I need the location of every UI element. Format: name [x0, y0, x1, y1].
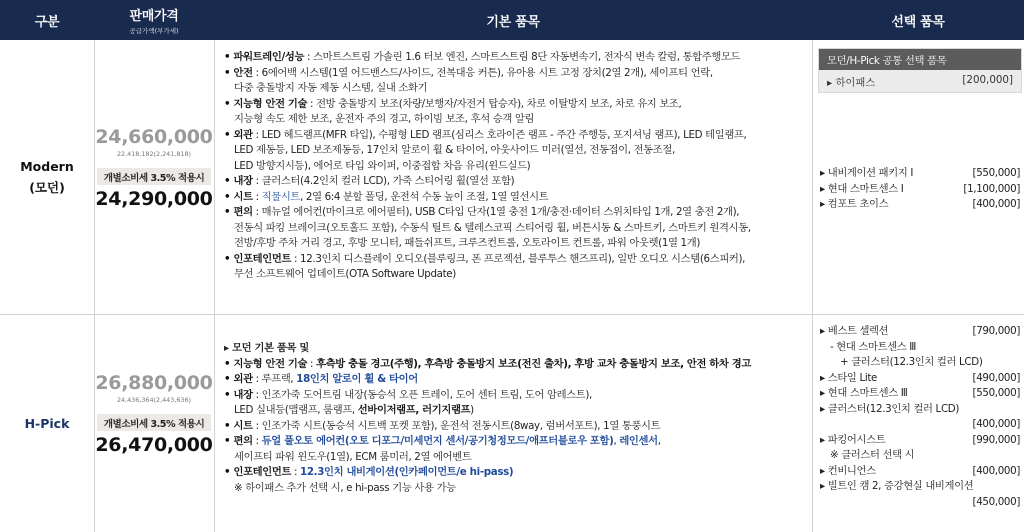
header-price-sub: 공급가액(부가세) — [129, 27, 179, 35]
price-hpick-tax: 26,470,000 — [95, 434, 213, 456]
item-text: : — [307, 357, 317, 370]
hpick-option-row — [820, 433, 1020, 449]
hpick-basic-line — [224, 357, 812, 373]
item-text: : 전방 충돌방지 보조(차량/보행자/자전거 탑승자), 차로 이탈방지 보조, 차로 유지 보조, — [307, 97, 682, 110]
item-category: 외관 — [233, 128, 253, 141]
header-basic — [214, 0, 812, 40]
item-text: 지능형 속도 제한 보조, 운전자 주의 경고, 하이빔 보조, 후석 승객 알림 — [234, 113, 535, 125]
modern-basic-line — [224, 143, 812, 159]
option-name: ▸ 내비게이션 패키지 Ⅰ — [820, 167, 914, 179]
item-text-bold: 선바이저램프, 러기지램프 — [357, 404, 471, 416]
item-category: 내장 — [233, 175, 253, 187]
option-price: [400,000] — [972, 464, 1020, 477]
modern-basic-line — [224, 81, 812, 97]
modern-basic-line — [224, 128, 812, 144]
item-text-highlight: 12.3인치 내비게이션(인카페이먼트/e hi-pass) — [300, 466, 514, 478]
bullet-icon: • — [224, 252, 234, 265]
modern-basic-line — [224, 159, 812, 175]
item-text: : — [252, 190, 262, 203]
price-modern-tax-label: 개별소비세 3.5% 적용시 — [97, 168, 211, 185]
hpick-option-items — [820, 324, 1020, 510]
item-category: 안전 — [233, 66, 253, 79]
item-text: : — [291, 466, 301, 478]
item-category: 지능형 안전 기술 — [233, 97, 308, 110]
hpick-basic-line — [224, 388, 812, 404]
option-price: [1,100,000] — [963, 182, 1020, 195]
col-divider-1 — [94, 40, 95, 532]
item-category: 편의 — [233, 206, 253, 218]
hpick-basic-items — [224, 341, 812, 496]
bullet-icon: • — [224, 419, 234, 432]
hpick-basic-line — [224, 465, 812, 481]
bullet-icon: • — [224, 128, 234, 141]
trim-hpick — [0, 315, 94, 532]
bullet-icon: • — [224, 435, 234, 447]
modern-option-row — [820, 166, 1020, 182]
hpick-option-row — [820, 386, 1020, 402]
modern-basic-line — [224, 221, 812, 237]
common-option-box — [818, 48, 1022, 93]
option-price: [400,000] — [972, 198, 1020, 210]
bullet-icon: • — [224, 66, 234, 79]
header-price — [94, 0, 214, 40]
hpick-option-row — [820, 448, 1020, 464]
trim-modern — [0, 40, 94, 314]
header-option-label: 선택 품목 — [891, 14, 945, 30]
modern-basic-line — [224, 267, 812, 283]
modern-basic-line — [224, 205, 812, 221]
col-divider-3 — [812, 40, 813, 532]
hpick-option-row — [820, 464, 1020, 480]
option-name: ▸ 현대 스마트센스 Ⅲ — [820, 387, 908, 399]
option-price: [550,000] — [972, 167, 1020, 179]
item-text: : 인조가죽 도어트림 내장(동승석 오픈 트레이, 도어 센터 트림, 도어 암레스트), — [252, 388, 592, 401]
item-text: 전동식 파킹 브레이크(오토홀드 포함), 수동식 틸트 & 텔레스코픽 스티어링 휠, 버튼시동 & 스마트키, 스마트키 원격시동, — [234, 221, 751, 234]
bullet-icon: • — [224, 206, 234, 218]
common-option-title: 모던/H-Pick 공통 선택 품목 — [819, 49, 1021, 70]
hpick-option-row — [820, 417, 1020, 433]
option-name: + 클러스터(12.3인치 컬러 LCD) — [840, 356, 983, 368]
trim-modern-name: Modern — [20, 158, 74, 174]
hpick-basic-line — [224, 403, 812, 419]
bullet-icon: • — [224, 388, 234, 401]
price-hpick-supply: 24,436,364(2,443,636) — [116, 396, 192, 404]
price-modern-supply: 22,418,182(2,241,818) — [116, 150, 192, 158]
item-text: : LED 헤드램프(MFR 타입), 수평형 LED 램프(심리스 호라이즌 램프 - 주간 주행등, 포지셔닝 램프), LED 테일램프, — [252, 128, 747, 141]
bullet-icon: • — [224, 190, 234, 203]
item-text: LED 실내등(맵램프, 룸램프, — [234, 404, 358, 416]
modern-option-row — [820, 197, 1020, 213]
hpick-option-row — [820, 402, 1020, 418]
item-text-highlight: 직물시트 — [261, 190, 301, 203]
hpick-basic-line — [224, 434, 812, 450]
table-header — [0, 0, 1024, 40]
item-category: 파워트레인/성능 — [233, 51, 305, 63]
trim-modern-sub: (모던) — [29, 179, 65, 195]
item-category: 인포테인먼트 — [233, 466, 292, 478]
modern-basic-line — [224, 97, 812, 113]
modern-basic-line — [224, 50, 812, 66]
hpick-option-row — [820, 324, 1020, 340]
option-price: [790,000] — [972, 325, 1020, 337]
option-price: [400,000] — [972, 418, 1020, 430]
option-price: [490,000] — [972, 371, 1020, 384]
modern-basic-items — [224, 50, 812, 283]
item-text: , — [613, 435, 620, 447]
hpick-basic-head-text: 모던 기본 품목 및 — [232, 342, 309, 354]
item-text: ※ 하이패스 추가 선택 시, e hi-pass 기능 사용 가능 — [234, 481, 456, 494]
item-text: : 클러스터(4.2인치 컬러 LCD), 가죽 스티어링 휠(열선 포함) — [252, 175, 515, 187]
item-text: : — [252, 435, 262, 447]
item-text: 다중 충돌방지 자동 제동 시스템, 실내 소화기 — [234, 82, 428, 94]
item-text: LED 제동등, LED 보조제동등, 17인치 알로이 휠 & 타이어, 아웃사이드 미러(열선, 전동접이, 전동조절, — [234, 144, 675, 156]
header-trim-label: 구분 — [34, 14, 60, 30]
common-option-price: [200,000] — [962, 74, 1013, 86]
option-price: [550,000] — [972, 387, 1020, 399]
item-text: 전방/후방 주차 거리 경고, 후방 모니터, 패들쉬프트, 크루즈컨트롤, 오토라이트 컨트롤, 파워 아웃렛(1열 1개) — [234, 237, 701, 249]
header-price-label: 판매가격 — [129, 9, 179, 24]
item-category: 지능형 안전 기술 — [233, 357, 308, 370]
item-text: : 6에어백 시스템(1열 어드밴스드/사이드, 전복대응 커튼), 유아용 시트 고정 장치(2열 2개), 세이프티 언락, — [252, 66, 713, 79]
bullet-icon: • — [224, 466, 234, 478]
common-option-name: 하이패스 — [835, 77, 876, 89]
arrow-icon: ▸ — [224, 342, 233, 354]
option-name: ▸ 파킹어시스트 — [820, 433, 886, 446]
header-basic-label: 기본 품목 — [486, 14, 540, 30]
hpick-basic-line — [224, 450, 812, 466]
item-text: , — [657, 435, 661, 447]
hpick-basic-line — [224, 481, 812, 497]
option-name: ※ 클러스터 선택 시 — [830, 449, 915, 461]
item-category: 시트 — [233, 190, 253, 203]
option-name: ▸ 컴포트 초이스 — [820, 198, 889, 210]
hpick-option-row — [820, 371, 1020, 387]
hpick-basic-head — [224, 341, 812, 357]
item-text: 무선 소프트웨어 업데이트(OTA Software Update) — [234, 268, 456, 280]
modern-basic-line — [224, 66, 812, 82]
price-modern-main: 24,660,000 — [95, 126, 213, 148]
item-text: ) — [470, 404, 474, 416]
common-option-item — [827, 74, 1013, 89]
header-trim — [0, 0, 94, 40]
option-name: ▸ 현대 스마트센스 Ⅰ — [820, 182, 904, 195]
header-option — [812, 0, 1024, 40]
price-modern — [94, 126, 214, 210]
price-hpick — [94, 372, 214, 456]
modern-basic-line — [224, 236, 812, 252]
modern-basic-line — [224, 112, 812, 128]
hpick-option-row — [820, 479, 1020, 495]
item-text: 세이프티 파워 윈도우(1열), ECM 룸미러, 2열 에어벤트 — [234, 450, 472, 463]
option-name: ▸ 빌트인 캠 2, 증강현실 내비게이션 — [820, 480, 974, 492]
row-divider — [0, 314, 1024, 315]
hpick-basic-line — [224, 419, 812, 435]
trim-hpick-name: H-Pick — [24, 416, 70, 431]
bullet-icon: • — [224, 51, 234, 63]
price-hpick-tax-label: 개별소비세 3.5% 적용시 — [97, 414, 211, 431]
item-text-highlight: 18인치 알로이 휠 & 타이어 — [296, 373, 418, 385]
item-category: 인포테인먼트 — [233, 252, 292, 265]
bullet-icon: • — [224, 175, 234, 187]
item-category: 시트 — [233, 419, 253, 432]
item-text: : 매뉴얼 에어컨(마이크로 에어필터), USB C타입 단자(1열 충전 1개/충전·데이터 스위치타입 1개, 2열 충전 2개), — [252, 206, 740, 218]
item-text: : 스마트스트림 가솔린 1.6 터보 엔진, 스마트스트림 8단 자동변속기, 전자식 변속 칼럼, 통합주행모드 — [304, 51, 741, 63]
hpick-option-row — [820, 340, 1020, 356]
item-text-highlight: 레인센서 — [619, 435, 658, 447]
option-name: ▸ 스타일 Lite — [820, 371, 878, 384]
item-category: 외관 — [233, 373, 253, 385]
modern-option-items — [820, 166, 1020, 213]
item-text-highlight: 듀얼 풀오토 에어컨(오토 디포그/미세먼지 센서/공기청정모드/애프터블로우 포함) — [261, 435, 614, 447]
modern-basic-line — [224, 190, 812, 206]
item-text: : 루프랙, — [252, 373, 297, 385]
bullet-icon: • — [224, 357, 234, 370]
modern-option-row — [820, 182, 1020, 198]
hpick-option-row — [820, 355, 1020, 371]
bullet-icon: • — [224, 373, 234, 385]
col-divider-2 — [214, 40, 215, 532]
modern-basic-line — [224, 252, 812, 268]
price-modern-tax: 24,290,000 — [95, 188, 213, 210]
hpick-basic-line — [224, 372, 812, 388]
item-text: , 2열 6:4 분할 폴딩, 운전석 수동 높이 조절, 1열 열선시트 — [300, 190, 549, 203]
option-name: ▸ 클러스터(12.3인치 컬러 LCD) — [820, 402, 960, 415]
price-hpick-main: 26,880,000 — [95, 372, 213, 394]
item-category: 내장 — [233, 388, 253, 401]
hpick-option-row — [820, 495, 1020, 511]
modern-basic-line — [224, 174, 812, 190]
bullet-icon: ▸ — [827, 77, 836, 89]
option-price: [450,000] — [972, 495, 1020, 508]
item-category: 편의 — [233, 435, 253, 447]
item-text-bold: 후측방 충돌 경고(주행), 후측방 충돌방지 보조(전진 출차), 후방 교차 충돌방지 보조, 안전 하차 경고 — [316, 357, 751, 370]
option-price: [990,000] — [972, 433, 1020, 446]
option-name: - 현대 스마트센스 Ⅲ — [830, 340, 917, 353]
option-name: ▸ 베스트 셀렉션 — [820, 325, 889, 337]
item-text: LED 방향지시등), 에어로 타입 와이퍼, 이중접합 차음 유리(윈드실드) — [234, 159, 531, 172]
item-text: : 12.3인치 디스플레이 오디오(블루링크, 폰 프로젝션, 블루투스 핸즈프리), 일반 오디오 시스템(6스피커), — [291, 252, 746, 265]
bullet-icon: • — [224, 97, 234, 110]
option-name: ▸ 컨비니언스 — [820, 464, 876, 477]
item-text: : 인조가죽 시트(동승석 시트백 포켓 포함), 운전석 전동시트(8way, 럼버서포트), 1열 통풍시트 — [252, 419, 661, 432]
